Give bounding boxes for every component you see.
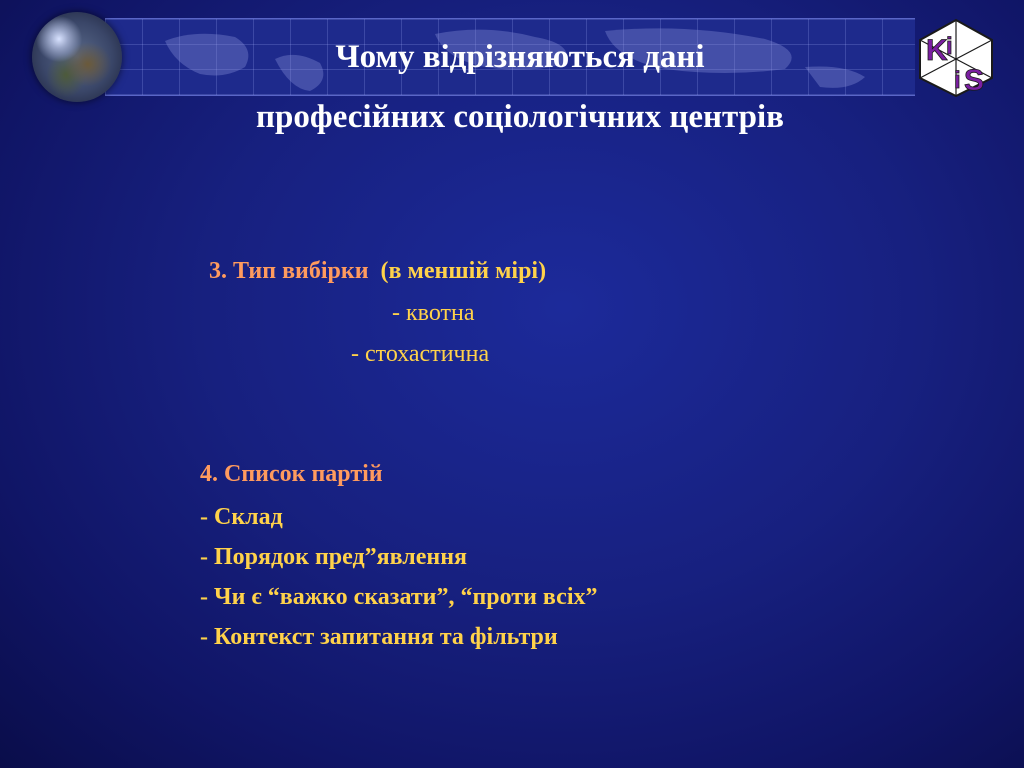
slide-title-line-1: Чому відрізняються дані <box>335 39 705 75</box>
logo-letter-i2: i <box>954 67 961 94</box>
section-4-heading: 4. Список партій <box>200 461 383 487</box>
slide-title-line-2: професійних соціологічних центрів <box>256 99 784 135</box>
section-4-item-dont-know: - Чи є “важко сказати”, “проти всіх” <box>200 584 598 610</box>
section-4-item-composition: - Склад <box>200 504 283 530</box>
section-3-item-quota: - квотна <box>392 300 475 326</box>
section-3-heading-note: (в меншій мірі) <box>368 258 547 284</box>
logo-letter-i1: i <box>946 33 953 60</box>
globe-icon <box>32 12 122 102</box>
kiis-logo <box>918 18 994 98</box>
section-4-item-context: - Контекст запитання та фільтри <box>200 624 558 650</box>
logo-letter-s: S <box>964 64 985 97</box>
section-3-heading <box>209 258 546 285</box>
section-3-item-stochastic: - стохастична <box>351 341 490 367</box>
logo-letter-k: K <box>926 34 948 67</box>
section-3-heading-text: 3. Тип вибірки <box>209 258 369 284</box>
section-4-item-order: - Порядок пред”явлення <box>200 544 467 570</box>
